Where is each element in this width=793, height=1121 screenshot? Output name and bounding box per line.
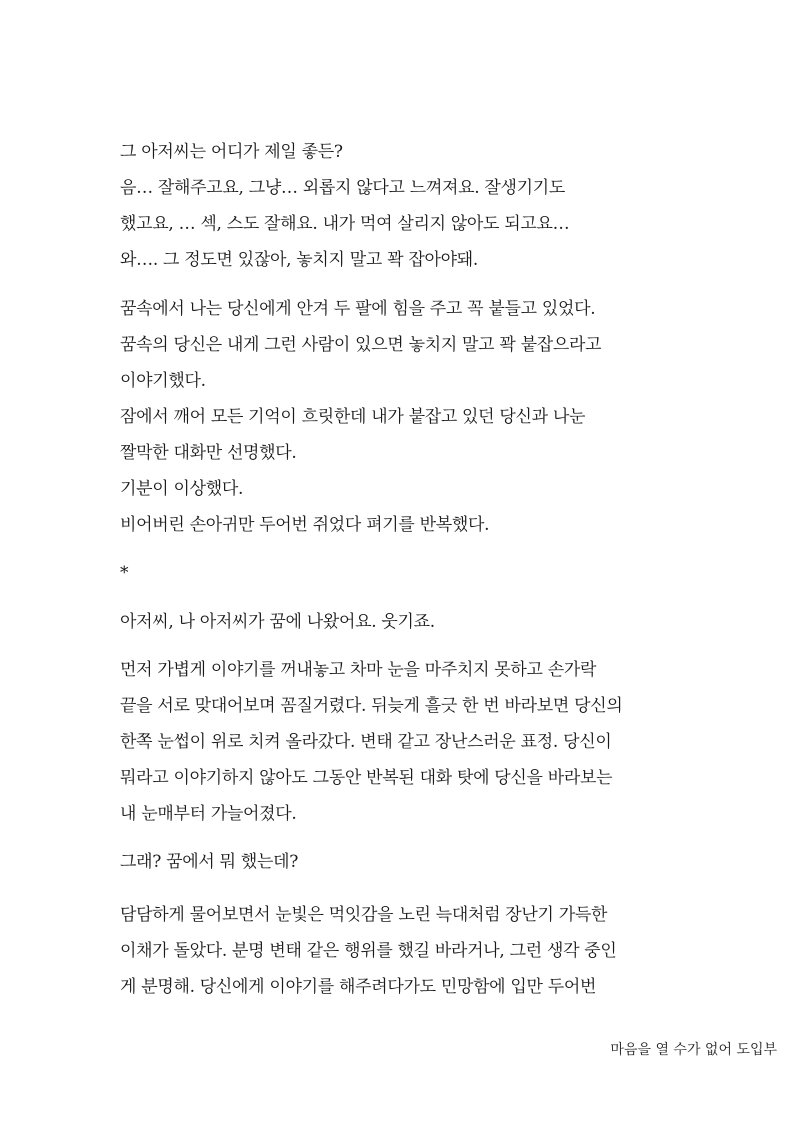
page-footer: 마음을 열 수가 없어 도입부 <box>610 1042 777 1058</box>
text-line: 짤막한 대화만 선명했다. <box>120 443 297 463</box>
text-line: 꿈속에서 나는 당신에게 안겨 두 팔에 힘을 주고 꼭 붙들고 있었다. <box>120 299 596 319</box>
text-line: 했고요, … 섹, 스도 잘해요. 내가 먹여 살리지 않아도 되고요… <box>120 214 570 234</box>
text-line: 담담하게 물어보면서 눈빛은 먹잇감을 노린 늑대처럼 장난기 가득한 <box>120 905 608 925</box>
text-line: 와…. 그 정도면 있잖아, 놓치지 말고 꽉 잡아야돼. <box>120 250 478 270</box>
text-line: 기분이 이상했다. <box>120 479 244 499</box>
text-line: 먼저 가볍게 이야기를 꺼내놓고 차마 눈을 마주치지 못하고 손가락 <box>120 660 597 680</box>
text-line: 꿈속의 당신은 내게 그런 사람이 있으면 놓치지 말고 꽉 붙잡으라고 <box>120 335 602 355</box>
text-line: 이야기했다. <box>120 371 206 391</box>
text-line: 비어버린 손아귀만 두어번 쥐었다 펴기를 반복했다. <box>120 515 490 535</box>
text-line: 음… 잘해주고요, 그냥… 외롭지 않다고 느껴져요. 잘생기기도 <box>120 178 566 198</box>
text-line: 끝을 서로 맞대어보며 꼼질거렸다. 뒤늦게 흘긋 한 번 바라보면 당신의 <box>120 696 623 716</box>
text-line: 이채가 돌았다. 분명 변태 같은 행위를 했길 바라거나, 그런 생각 중인 <box>120 941 617 961</box>
text-line: 게 분명해. 당신에게 이야기를 해주려다가도 민망함에 입만 두어번 <box>120 977 597 997</box>
text-line: 뭐라고 이야기하지 않아도 그동안 반복된 대화 탓에 당신을 바라보는 <box>120 768 613 788</box>
text-line: 그 아저씨는 어디가 제일 좋든? <box>120 142 343 162</box>
text-line: 내 눈매부터 가늘어졌다. <box>120 804 297 824</box>
text-line: 아저씨, 나 아저씨가 꿈에 나왔어요. 웃기죠. <box>120 612 435 632</box>
text-line: 잠에서 깨어 모든 기억이 흐릿한데 내가 붙잡고 있던 당신과 나눈 <box>120 407 586 427</box>
text-line: 한쪽 눈썹이 위로 치켜 올라갔다. 변태 같고 장난스러운 표정. 당신이 <box>120 732 612 752</box>
scene-break: * <box>120 563 129 583</box>
text-line: 그래? 꿈에서 뭐 했는데? <box>120 852 299 872</box>
